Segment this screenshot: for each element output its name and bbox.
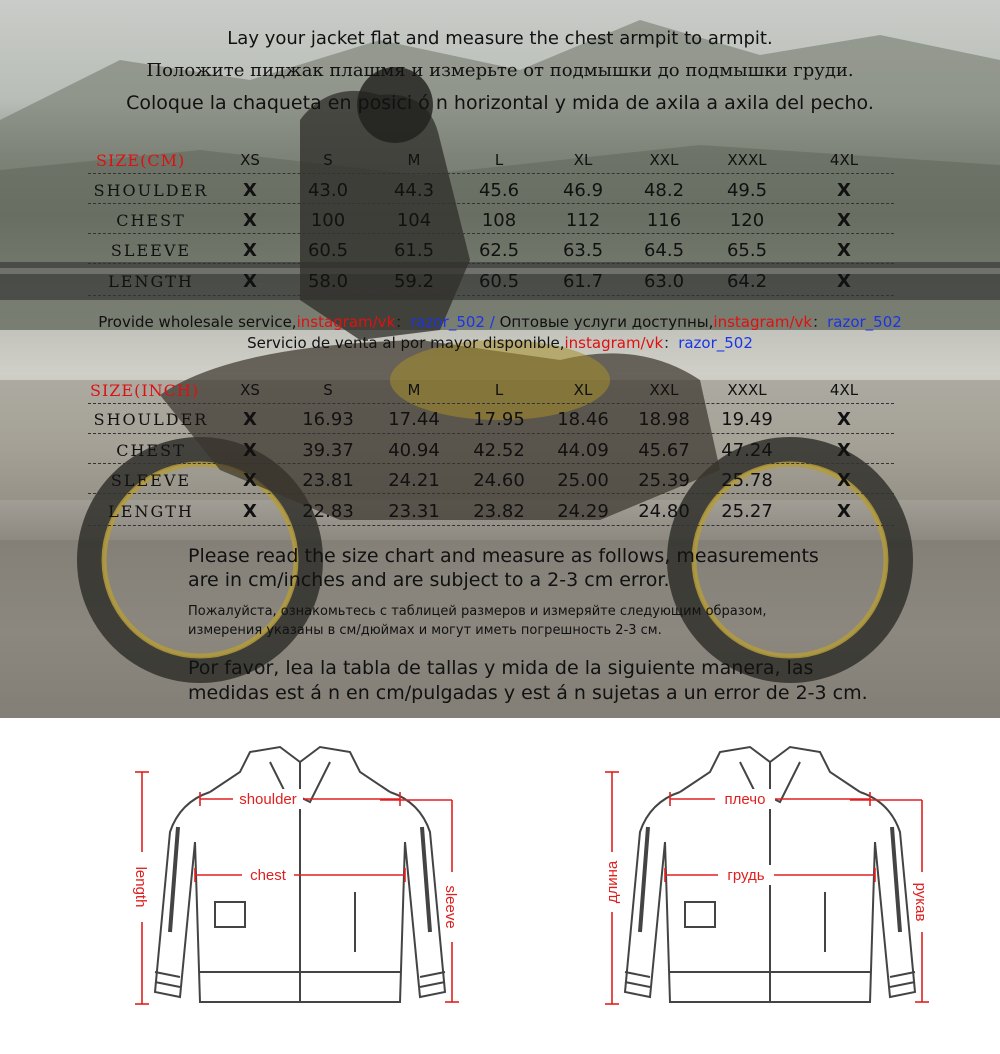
row-divider — [88, 203, 894, 204]
wholesale-line-2 — [0, 332, 1000, 353]
table-cell: X — [837, 210, 851, 231]
wholesale-text-ru: Оптовые услуги доступны, — [494, 313, 714, 331]
table-cell: X — [243, 470, 257, 491]
jacket-outline-icon — [100, 732, 500, 1042]
table-cell: 23.81 — [302, 470, 354, 491]
table-header-row — [88, 145, 894, 175]
jacket-diagram-ru — [570, 732, 970, 1042]
row-label: SLEEVE — [110, 241, 192, 260]
table-cell: 23.31 — [388, 501, 440, 522]
row-label: SHOULDER — [93, 410, 209, 429]
row-label: SHOULDER — [93, 181, 209, 200]
note-ru — [188, 602, 908, 640]
table-cell: 108 — [481, 210, 517, 231]
table-cell: 25.00 — [557, 470, 609, 491]
row-divider — [88, 233, 894, 234]
wholesale-text: Provide wholesale service, — [98, 313, 297, 331]
table-cell: 39.37 — [302, 440, 354, 461]
chest-label: chest — [250, 867, 286, 884]
table-cell: X — [837, 470, 851, 491]
sleeve-label: sleeve — [442, 885, 459, 929]
table-cell: 40.94 — [388, 440, 440, 461]
razor-502-link[interactable]: razor_502 — [827, 313, 902, 331]
table-cell: 104 — [396, 210, 432, 231]
size-header: M — [407, 381, 421, 399]
table-cell: 62.5 — [478, 240, 520, 261]
instruction-ru: Положите пиджак плашмя и измерьте от подмышки до подмышки груди. — [146, 60, 854, 81]
table-cell: X — [243, 180, 257, 201]
size-cm-label: SIZE(CM) — [96, 151, 186, 170]
size-header: M — [407, 151, 421, 169]
row-label: LENGTH — [108, 502, 194, 521]
table-cell: 42.52 — [473, 440, 525, 461]
row-label: CHEST — [116, 211, 186, 230]
row-label: SLEEVE — [110, 471, 192, 490]
table-cell: 100 — [310, 210, 346, 231]
table-cell: 65.5 — [726, 240, 768, 261]
size-inch-label: SIZE(INCH) — [90, 381, 200, 400]
instruction-es: Coloque la chaqueta en posici ó n horizontal y mida de axila a axila del pecho. — [126, 92, 874, 114]
size-header: S — [323, 381, 333, 399]
table-cell: 60.5 — [478, 271, 520, 292]
jacket-diagram-en — [100, 732, 500, 1042]
table-row — [88, 205, 894, 235]
table-row — [88, 404, 894, 434]
table-cell: 61.5 — [393, 240, 435, 261]
table-cell: X — [243, 210, 257, 231]
table-row — [88, 175, 894, 205]
length-label: length — [132, 866, 149, 908]
row-divider — [88, 263, 894, 264]
table-cell: X — [243, 501, 257, 522]
table-cell: 17.95 — [473, 409, 525, 430]
size-header: XS — [240, 151, 260, 169]
table-cell: X — [837, 409, 851, 430]
table-cell: 61.7 — [562, 271, 604, 292]
note-en — [188, 544, 908, 592]
row-divider — [88, 295, 894, 296]
note-es — [188, 656, 908, 706]
size-header: L — [494, 381, 504, 399]
row-divider — [88, 525, 894, 526]
row-divider — [88, 433, 894, 434]
table-row — [88, 496, 894, 526]
table-cell: 25.78 — [721, 470, 773, 491]
table-cell: X — [243, 409, 257, 430]
table-cell: 59.2 — [393, 271, 435, 292]
sleeve-label: рукав — [912, 882, 929, 922]
table-cell: 112 — [565, 210, 601, 231]
separator: ： — [395, 313, 411, 331]
razor-502-link[interactable]: razor_502 / — [410, 313, 495, 331]
table-cell: 25.39 — [638, 470, 690, 491]
table-cell: 45.6 — [478, 180, 520, 201]
table-cell: X — [837, 271, 851, 292]
size-header: XXXL — [727, 381, 767, 399]
size-header: 4XL — [829, 151, 859, 169]
table-cell: 43.0 — [307, 180, 349, 201]
separator: ： — [812, 313, 828, 331]
shoulder-label: плечо — [724, 791, 766, 808]
wholesale-text-es: Servicio de venta al por mayor disponible, — [247, 334, 565, 352]
table-cell: 24.60 — [473, 470, 525, 491]
table-cell: 44.09 — [557, 440, 609, 461]
size-header: XL — [573, 151, 593, 169]
size-header: XXXL — [727, 151, 767, 169]
note-es-line: Por favor, lea la tabla de tallas y mida de la siguiente manera, las — [188, 657, 814, 679]
table-cell: 58.0 — [307, 271, 349, 292]
table-cell: 16.93 — [302, 409, 354, 430]
table-cell: X — [837, 440, 851, 461]
table-row — [88, 266, 894, 296]
table-header-row — [88, 375, 894, 405]
table-cell: 64.5 — [643, 240, 685, 261]
table-cell: 22.83 — [302, 501, 354, 522]
size-header: XXL — [649, 151, 679, 169]
table-cell: 18.46 — [557, 409, 609, 430]
table-cell: 63.5 — [562, 240, 604, 261]
table-cell: 24.29 — [557, 501, 609, 522]
note-en-line: Please read the size chart and measure as follows, measurements — [188, 545, 819, 567]
razor-502-link[interactable]: razor_502 — [678, 334, 753, 352]
chest-label: грудь — [727, 867, 765, 884]
table-cell: 23.82 — [473, 501, 525, 522]
size-header: XXL — [649, 381, 679, 399]
table-cell: X — [837, 180, 851, 201]
note-ru-line: Пожалуйста, ознакомьтесь с таблицей размеров и измеряйте следующим образом, — [188, 604, 767, 619]
table-cell: 25.27 — [721, 501, 773, 522]
table-cell: 46.9 — [562, 180, 604, 201]
size-header: XS — [240, 381, 260, 399]
instruction-en: Lay your jacket flat and measure the chest armpit to armpit. — [227, 28, 773, 49]
table-cell: 44.3 — [393, 180, 435, 201]
row-divider — [88, 463, 894, 464]
note-en-line: are in cm/inches and are subject to a 2-3 cm error. — [188, 569, 670, 591]
note-ru-line: измерения указаны в см/дюймах и могут иметь погрешность 2-3 см. — [188, 623, 662, 638]
table-row — [88, 235, 894, 265]
table-cell: 64.2 — [726, 271, 768, 292]
table-cell: 49.5 — [726, 180, 768, 201]
table-cell: 48.2 — [643, 180, 685, 201]
table-cell: 47.24 — [721, 440, 773, 461]
table-cell: 24.80 — [638, 501, 690, 522]
jacket-outline-icon — [570, 732, 970, 1042]
separator: ： — [663, 334, 679, 352]
table-cell: 60.5 — [307, 240, 349, 261]
shoulder-label: shoulder — [239, 791, 297, 808]
table-cell: 63.0 — [643, 271, 685, 292]
table-cell: X — [243, 440, 257, 461]
instagram-vk-link[interactable]: instagram/vk — [713, 313, 813, 331]
size-header: XL — [573, 381, 593, 399]
length-label: длина — [604, 860, 621, 904]
wholesale-line-1 — [0, 311, 1000, 332]
row-label: LENGTH — [108, 272, 194, 291]
table-row — [88, 435, 894, 465]
row-divider — [88, 493, 894, 494]
instagram-vk-link[interactable]: instagram/vk — [296, 313, 396, 331]
table-cell: 17.44 — [388, 409, 440, 430]
table-cell: X — [837, 501, 851, 522]
note-es-line: medidas est á n en cm/pulgadas y est á n sujetas a un error de 2-3 cm. — [188, 682, 868, 704]
instagram-vk-link[interactable]: instagram/vk — [564, 334, 664, 352]
table-cell: 18.98 — [638, 409, 690, 430]
table-cell: X — [243, 271, 257, 292]
table-cell: X — [837, 240, 851, 261]
table-cell: X — [243, 240, 257, 261]
table-cell: 120 — [729, 210, 765, 231]
size-header: S — [323, 151, 333, 169]
row-divider — [88, 173, 894, 174]
size-header: 4XL — [829, 381, 859, 399]
size-header: L — [494, 151, 504, 169]
table-row — [88, 465, 894, 495]
table-cell: 19.49 — [721, 409, 773, 430]
row-label: CHEST — [116, 441, 186, 460]
table-cell: 24.21 — [388, 470, 440, 491]
table-cell: 45.67 — [638, 440, 690, 461]
table-cell: 116 — [646, 210, 682, 231]
